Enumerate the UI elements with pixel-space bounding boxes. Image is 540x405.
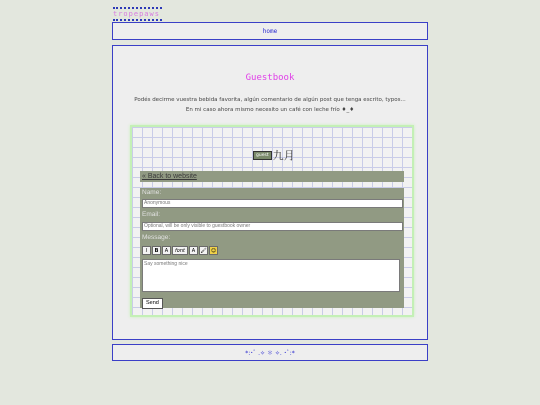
logo-text: tropepaws [113, 10, 160, 18]
back-bar [140, 171, 404, 182]
guestbook-logo-badge: guest [253, 151, 272, 160]
page-title: Guestbook [245, 73, 295, 83]
guestbook-logo-kanji: 九月 [272, 149, 295, 162]
logo-dotted-rule-top [113, 7, 162, 9]
intro-line-2: En mi caso ahora mismo necesito un café con leche frío ♦︎_♦︎ [185, 107, 355, 113]
site-logo[interactable] [112, 7, 163, 21]
back-to-website-link[interactable]: « Back to website [142, 173, 197, 180]
intro-text [121, 95, 419, 115]
message-textarea[interactable]: Say something nice [142, 259, 400, 292]
footer-bar [112, 344, 428, 361]
send-button[interactable]: Send [142, 298, 163, 309]
email-label: Email: [142, 211, 161, 218]
main-panel [112, 45, 428, 340]
text-size-button[interactable]: A [189, 246, 198, 255]
paint-icon[interactable]: 🖌 [200, 247, 207, 254]
email-field[interactable]: Optional, will be only visible to guestbook owner [142, 222, 403, 231]
message-label: Message: [142, 234, 171, 241]
guestbook-frame [130, 125, 414, 317]
italic-button[interactable]: I [142, 246, 151, 255]
format-toolbar [142, 246, 218, 255]
guestbook-form [140, 188, 404, 308]
nav-home-link[interactable]: home [262, 27, 278, 35]
smiley-icon[interactable]: ☺ [210, 247, 217, 254]
intro-line-1: Podés decirme vuestra bebida favorita, algún comentario de algún post que tenga escrito, typos... [134, 97, 406, 103]
footer-decoration: *:･ﾟ .✧ ＊ ✧. ･ﾟ:* [245, 350, 295, 357]
color-button[interactable]: A [162, 246, 171, 255]
guestbook-logo [253, 147, 295, 163]
nav-bar [112, 22, 428, 40]
name-label: Name: [142, 189, 162, 196]
logo-dotted-rule-bottom [113, 19, 162, 21]
font-button[interactable]: font [172, 246, 188, 255]
name-field[interactable]: Anonymous [142, 199, 403, 208]
bold-button[interactable]: B [152, 246, 161, 255]
